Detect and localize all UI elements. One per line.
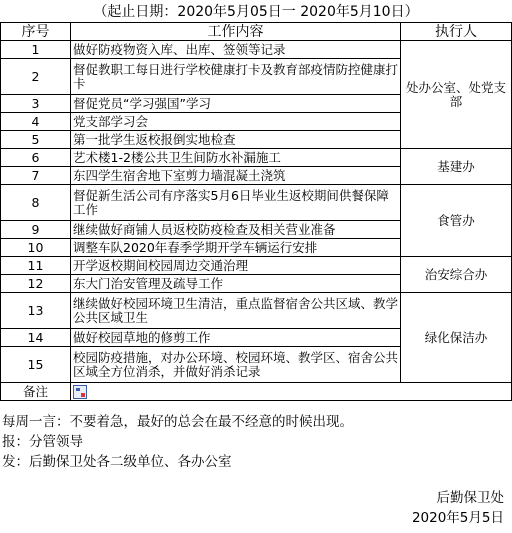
- executor-security: 治安综合办: [401, 257, 512, 293]
- header-content: 工作内容: [71, 23, 401, 41]
- table-row: [1, 257, 512, 275]
- table-row: [1, 149, 512, 167]
- work-plan-table: [0, 22, 512, 401]
- header-no: 序号: [1, 23, 71, 41]
- row-no: 14: [1, 329, 71, 347]
- row-content: 督促教职工每日进行学校健康打卡及教育部疫情防控健康打卡: [71, 59, 401, 95]
- row-no: 1: [1, 41, 71, 59]
- row-content: 督促新生活公司有序落实5月6日毕业生返校期间供餐保障工作: [71, 185, 401, 221]
- executor-catering: 食管办: [401, 185, 512, 257]
- row-no: 4: [1, 113, 71, 131]
- signature: 后勤保卫处: [436, 490, 504, 506]
- table-header-row: [1, 23, 512, 41]
- row-content: 继续做好商铺人员返校防疫检查及相关营业准备: [71, 221, 401, 239]
- row-no: 11: [1, 257, 71, 275]
- row-no: 9: [1, 221, 71, 239]
- date-range-title: （起止日期：2020年5月05日一 2020年5月10日）: [93, 4, 419, 20]
- table-row: [1, 293, 512, 329]
- row-content: 继续做好校园环境卫生清洁，重点监督宿舍公共区域、教学公共区域卫生: [71, 293, 401, 329]
- send-to: 发：后勤保卫处各二级单位、各办公室: [2, 454, 232, 470]
- remark-label: 备注: [1, 383, 71, 401]
- row-no: 7: [1, 167, 71, 185]
- row-no: 6: [1, 149, 71, 167]
- note-icon[interactable]: [73, 385, 87, 399]
- row-content: 做好防疫物资入库、出库、签领等记录: [71, 41, 401, 59]
- header-executor: 执行人: [401, 23, 512, 41]
- row-no: 8: [1, 185, 71, 221]
- remark-cell[interactable]: [71, 383, 512, 401]
- table-row: [1, 185, 512, 221]
- row-content: 开学返校期间校园周边交通治理: [71, 257, 401, 275]
- executor-greening: 绿化保洁办: [401, 293, 512, 383]
- row-content: 第一批学生返校报倒实地检查: [71, 131, 401, 149]
- row-content: 督促党员“学习强国”学习: [71, 95, 401, 113]
- executor-office: 处办公室、处党支部: [401, 41, 512, 149]
- executor-construction: 基建办: [401, 149, 512, 185]
- row-content: 东四学生宿舍地下室剪力墙混凝土浇筑: [71, 167, 401, 185]
- row-no: 2: [1, 59, 71, 95]
- signature-date: 2020年5月5日: [411, 510, 504, 526]
- row-content: 东大门治安管理及疏导工作: [71, 275, 401, 293]
- row-no: 5: [1, 131, 71, 149]
- remark-row: [1, 383, 512, 401]
- row-content: 党支部学习会: [71, 113, 401, 131]
- weekly-quote: 每周一言：不要着急，最好的总会在最不经意的时候出现。: [2, 414, 353, 430]
- row-no: 15: [1, 347, 71, 383]
- row-content: 校园防疫措施，对办公环境、校园环境、教学区、宿舍公共区域全方位消杀，并做好消杀记录: [71, 347, 401, 383]
- row-no: 12: [1, 275, 71, 293]
- row-no: 13: [1, 293, 71, 329]
- row-content: 做好校园草地的修剪工作: [71, 329, 401, 347]
- report-to: 报：分管领导: [2, 434, 83, 450]
- row-content: 调整车队2020年春季学期开学车辆运行安排: [71, 239, 401, 257]
- row-no: 3: [1, 95, 71, 113]
- row-content: 艺术楼1-2楼公共卫生间防水补漏施工: [71, 149, 401, 167]
- row-no: 10: [1, 239, 71, 257]
- table-row: [1, 41, 512, 59]
